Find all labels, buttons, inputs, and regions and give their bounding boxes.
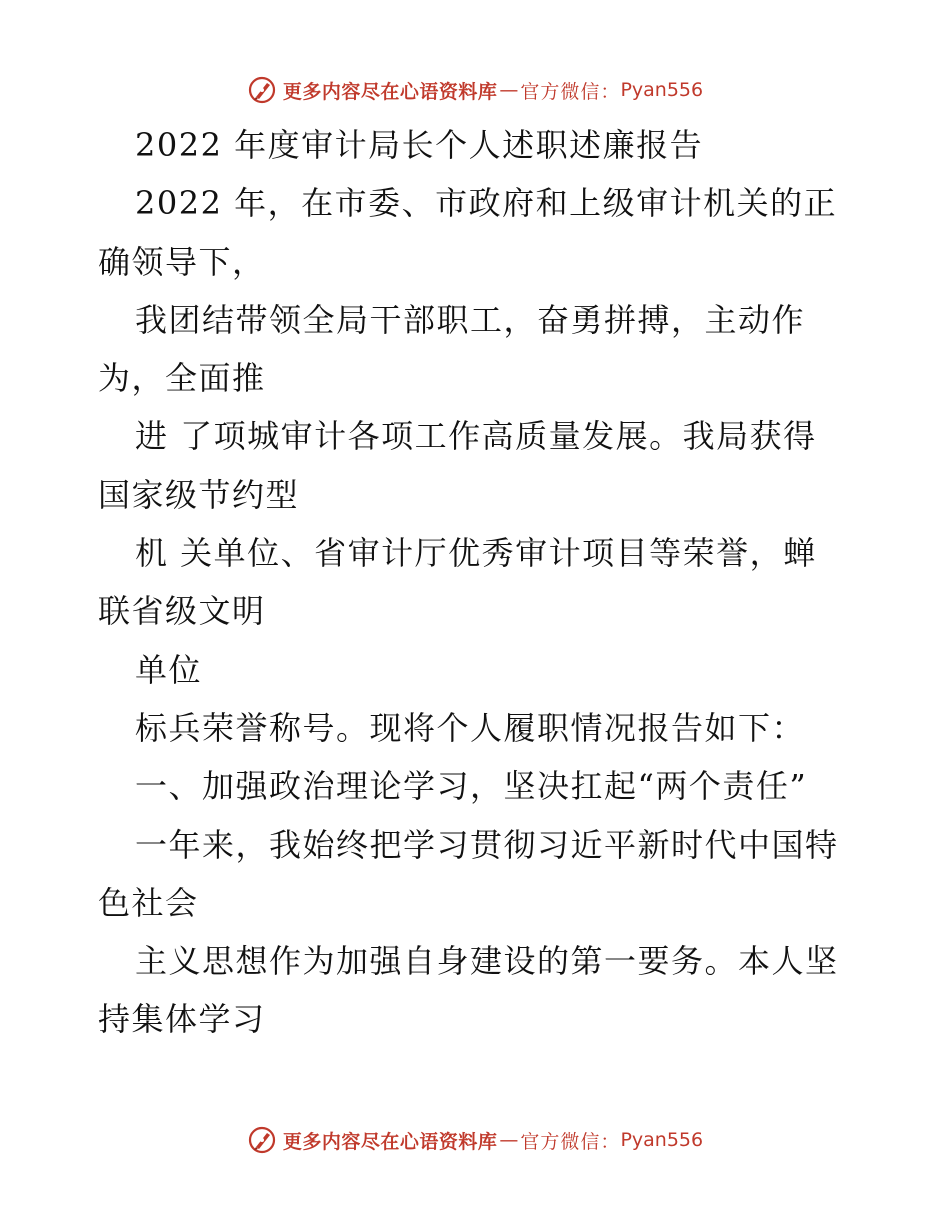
footer-brand-text: 更多内容尽在心语资料库 <box>282 1130 498 1153</box>
paragraph-line: 2022 年，在市委、市政府和上级审计机关的正 <box>135 184 838 223</box>
paragraph-line: 国家级节约型 <box>98 475 300 514</box>
header-wechat-id: Pyan556 <box>620 79 704 101</box>
paragraph-line: 为，全面推 <box>98 359 266 398</box>
quill-pen-logo-icon <box>247 1125 277 1155</box>
paragraph-line: 一年来，我始终把学习贯彻习近平新时代中国特 <box>135 825 839 864</box>
header-banner <box>0 70 950 110</box>
paragraph-line: 进 了项城审计各项工作高质量发展。我局获得 <box>135 417 817 456</box>
header-brand-text: 更多内容尽在心语资料库 <box>282 80 498 103</box>
footer-separator: — <box>499 1129 519 1151</box>
paragraph-line: 持集体学习 <box>98 1000 266 1039</box>
footer-wechat-id: Pyan556 <box>620 1129 704 1151</box>
paragraph-line: 确领导下， <box>98 242 266 281</box>
paragraph-line: 色社会 <box>98 883 199 922</box>
section-heading: 一、加强政治理论学习，坚决扛起“两个责任” <box>135 767 808 806</box>
header-separator: — <box>499 79 519 101</box>
footer-banner <box>0 1120 950 1160</box>
paragraph-line: 标兵荣誉称号。现将个人履职情况报告如下： <box>135 708 806 747</box>
paragraph-line: 单位 <box>135 650 203 689</box>
paragraph-line: 我团结带领全局干部职工，奋勇拼搏，主动作 <box>135 300 806 339</box>
document-title: 2022 年度审计局长个人述职述廉报告 <box>135 126 704 164</box>
paragraph-line: 机 关单位、省审计厅优秀审计项目等荣誉，蝉 <box>135 534 817 573</box>
header-wechat-label: 官方微信： <box>520 80 621 103</box>
footer-wechat-label: 官方微信： <box>520 1130 621 1153</box>
quill-pen-logo-icon <box>247 75 277 105</box>
document-body <box>98 116 858 1049</box>
paragraph-line: 联省级文明 <box>98 592 266 631</box>
paragraph-line: 主义思想作为加强自身建设的第一要务。本人坚 <box>135 942 839 981</box>
